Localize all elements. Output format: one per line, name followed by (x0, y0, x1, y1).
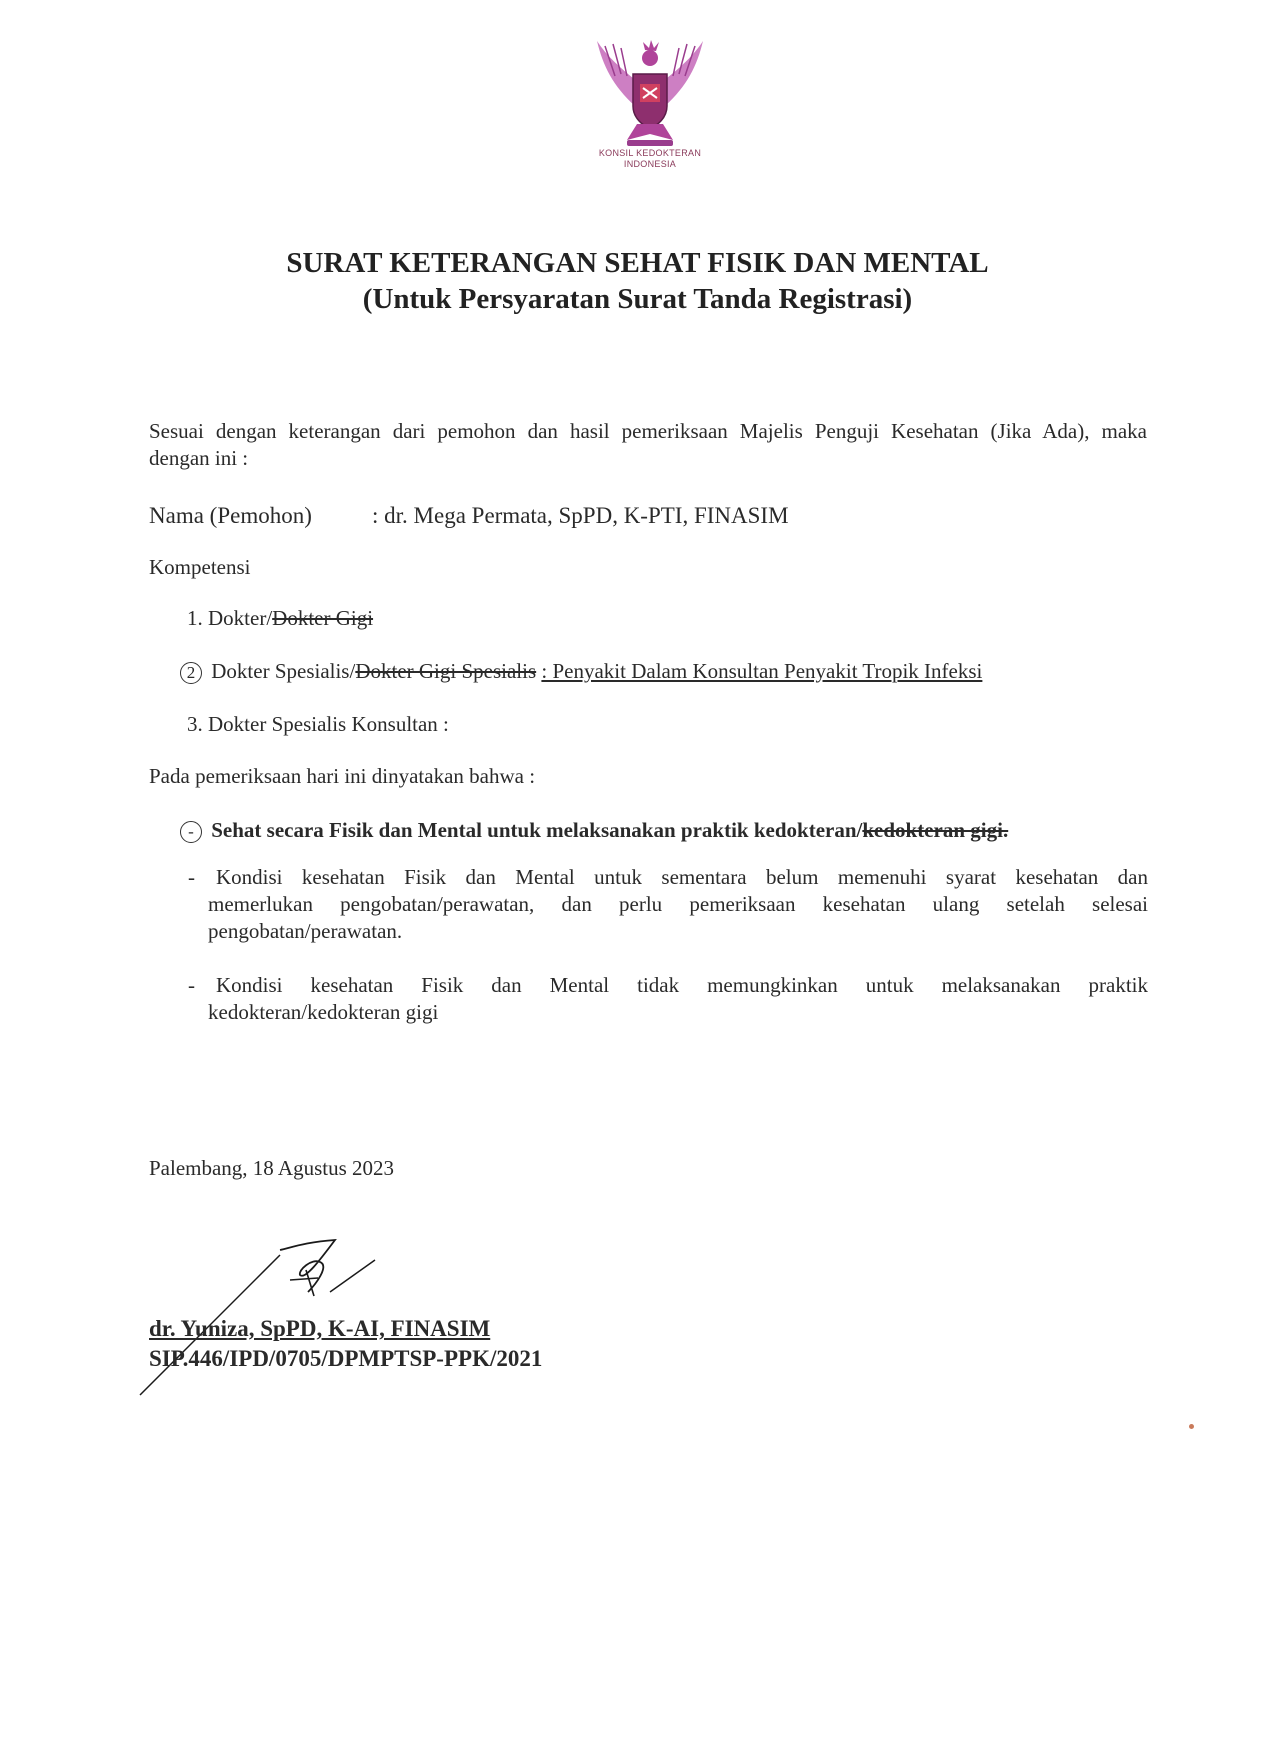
emblem-caption (560, 148, 740, 170)
competence-item-1 (187, 605, 373, 632)
competence-heading: Kompetensi (149, 555, 251, 579)
applicant-label: Nama (Pemohon) (149, 503, 312, 528)
option-3-line2: kedokteran/kedokteran gigi (208, 1000, 439, 1024)
applicant-value: : dr. Mega Permata, SpPD, K-PTI, FINASIM (372, 503, 789, 528)
item-struck-text: Dokter Gigi (272, 606, 374, 630)
item-number: 1. (187, 606, 203, 630)
item-struck-text: Dokter Gigi Spesialis (355, 659, 537, 683)
item-number: 3. (187, 712, 203, 736)
signer-license: SIP.446/IPD/0705/DPMPTSP-PPK/2021 (149, 1346, 543, 1371)
specialty-text: : Penyakit Dalam Konsultan Penyakit Tropik Infeksi (541, 659, 983, 683)
garuda-emblem-icon (585, 36, 715, 156)
signer-name: dr. Yuniza, SpPD, K-AI, FINASIM (149, 1316, 491, 1341)
circled-dash-icon: - (180, 821, 202, 843)
scan-speck (1189, 1424, 1194, 1429)
competence-item-2 (180, 658, 982, 685)
option-2-line3: pengobatan/perawatan. (208, 919, 403, 943)
option-3-line1: Kondisi kesehatan Fisik dan Mental tidak memungkinkan untuk melaksanakan praktik (216, 973, 1148, 997)
intro-paragraph (149, 418, 1147, 472)
option-dash: - (188, 973, 195, 997)
selected-text: Sehat secara Fisik dan Mental untuk melaksanakan praktik kedokteran/ (211, 818, 863, 842)
emblem-caption-line1: KONSIL KEDOKTERAN (598, 148, 702, 158)
document-title: SURAT KETERANGAN SEHAT FISIK DAN MENTAL (286, 247, 989, 279)
item-text: Dokter Spesialis/ (211, 659, 356, 683)
selected-struck-text: kedokteran gigi. (862, 818, 1009, 842)
emblem-caption-line2: INDONESIA (623, 159, 677, 169)
place-date: Palembang, 18 Agustus 2023 (149, 1156, 394, 1180)
intro-line1: Sesuai dengan keterangan dari pemohon dan hasil pemeriksaan Majelis Penguji Kesehatan (Jika Ada), maka (149, 419, 1147, 443)
document-subtitle: (Untuk Persyaratan Surat Tanda Registrasi) (362, 283, 913, 315)
option-2-line2: memerlukan pengobatan/perawatan, dan perlu pemeriksaan kesehatan ulang setelah selesai (208, 892, 1148, 916)
item-text: Dokter Spesialis Konsultan : (208, 712, 449, 736)
option-dash: - (188, 865, 195, 889)
option-2-line1: Kondisi kesehatan Fisik dan Mental untuk sementara belum memenuhi syarat kesehatan dan (216, 865, 1148, 889)
option-3 (188, 972, 1148, 1026)
item-text: Dokter/ (208, 606, 273, 630)
option-2 (188, 864, 1148, 945)
circled-number-icon: 2 (180, 662, 202, 684)
intro-line2: dengan ini : (149, 446, 249, 470)
selected-statement (180, 817, 1008, 844)
examination-heading: Pada pemeriksaan hari ini dinyatakan bahwa : (149, 764, 536, 788)
competence-item-3 (187, 711, 449, 738)
